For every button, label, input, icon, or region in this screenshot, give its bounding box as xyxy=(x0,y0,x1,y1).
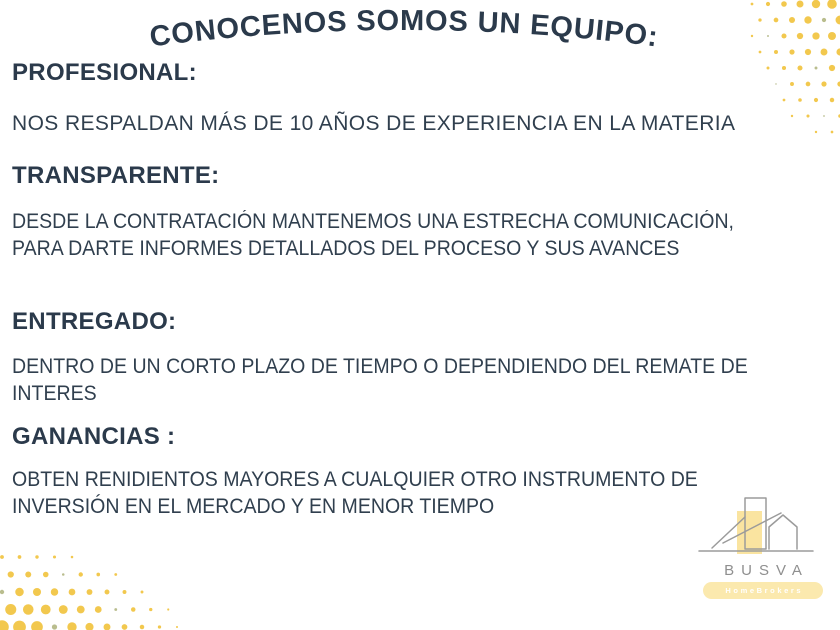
logo-tagline-text: HomeBrokers xyxy=(725,586,804,595)
svg-text:CONOCENOS SOMOS UN EQUIPO: xyxy=(148,5,660,54)
logo-brand-text: BUSVA xyxy=(724,562,809,579)
body-line: NOS RESPALDAN MÁS DE 10 AÑOS DE EXPERIENCIA EN LA MATERIA xyxy=(12,112,736,135)
halftone-dots-top-right-icon xyxy=(670,0,840,160)
body-line: DENTRO DE UN CORTO PLAZO DE TIEMPO O DEPENDIENDO DEL REMATE DE xyxy=(12,355,748,378)
section-heading-ganancias: GANANCIAS : xyxy=(12,423,176,450)
body-line: PARA DARTE INFORMES DETALLADOS DEL PROCESO Y SUS AVANCES xyxy=(12,237,680,260)
logo xyxy=(693,487,833,599)
body-line: DESDE LA CONTRATACIÓN MANTENEMOS UNA ESTRECHA COMUNICACIÓN, xyxy=(12,210,734,233)
section-body-entregado xyxy=(12,353,748,407)
section-heading-transparente: TRANSPARENTE: xyxy=(12,162,220,189)
body-line: OBTEN RENIDIENTOS MAYORES A CUALQUIER OTRO INSTRUMENTO DE xyxy=(12,468,698,491)
logo-tagline-badge xyxy=(703,582,823,599)
section-body-transparente xyxy=(12,208,734,262)
section-heading-entregado: ENTREGADO: xyxy=(12,308,177,335)
body-line: INTERES xyxy=(12,382,97,405)
house-logo-icon xyxy=(693,487,833,557)
page-title: CONOCENOS SOMOS UN EQUIPO: xyxy=(147,4,661,54)
body-line: INVERSIÓN EN EL MERCADO Y EN MENOR TIEMPO xyxy=(12,495,495,518)
section-body-ganancias xyxy=(12,466,698,520)
section-heading-profesional: PROFESIONAL: xyxy=(12,59,197,86)
section-body-profesional xyxy=(12,110,735,137)
halftone-dots-bottom-left-icon xyxy=(0,520,190,630)
